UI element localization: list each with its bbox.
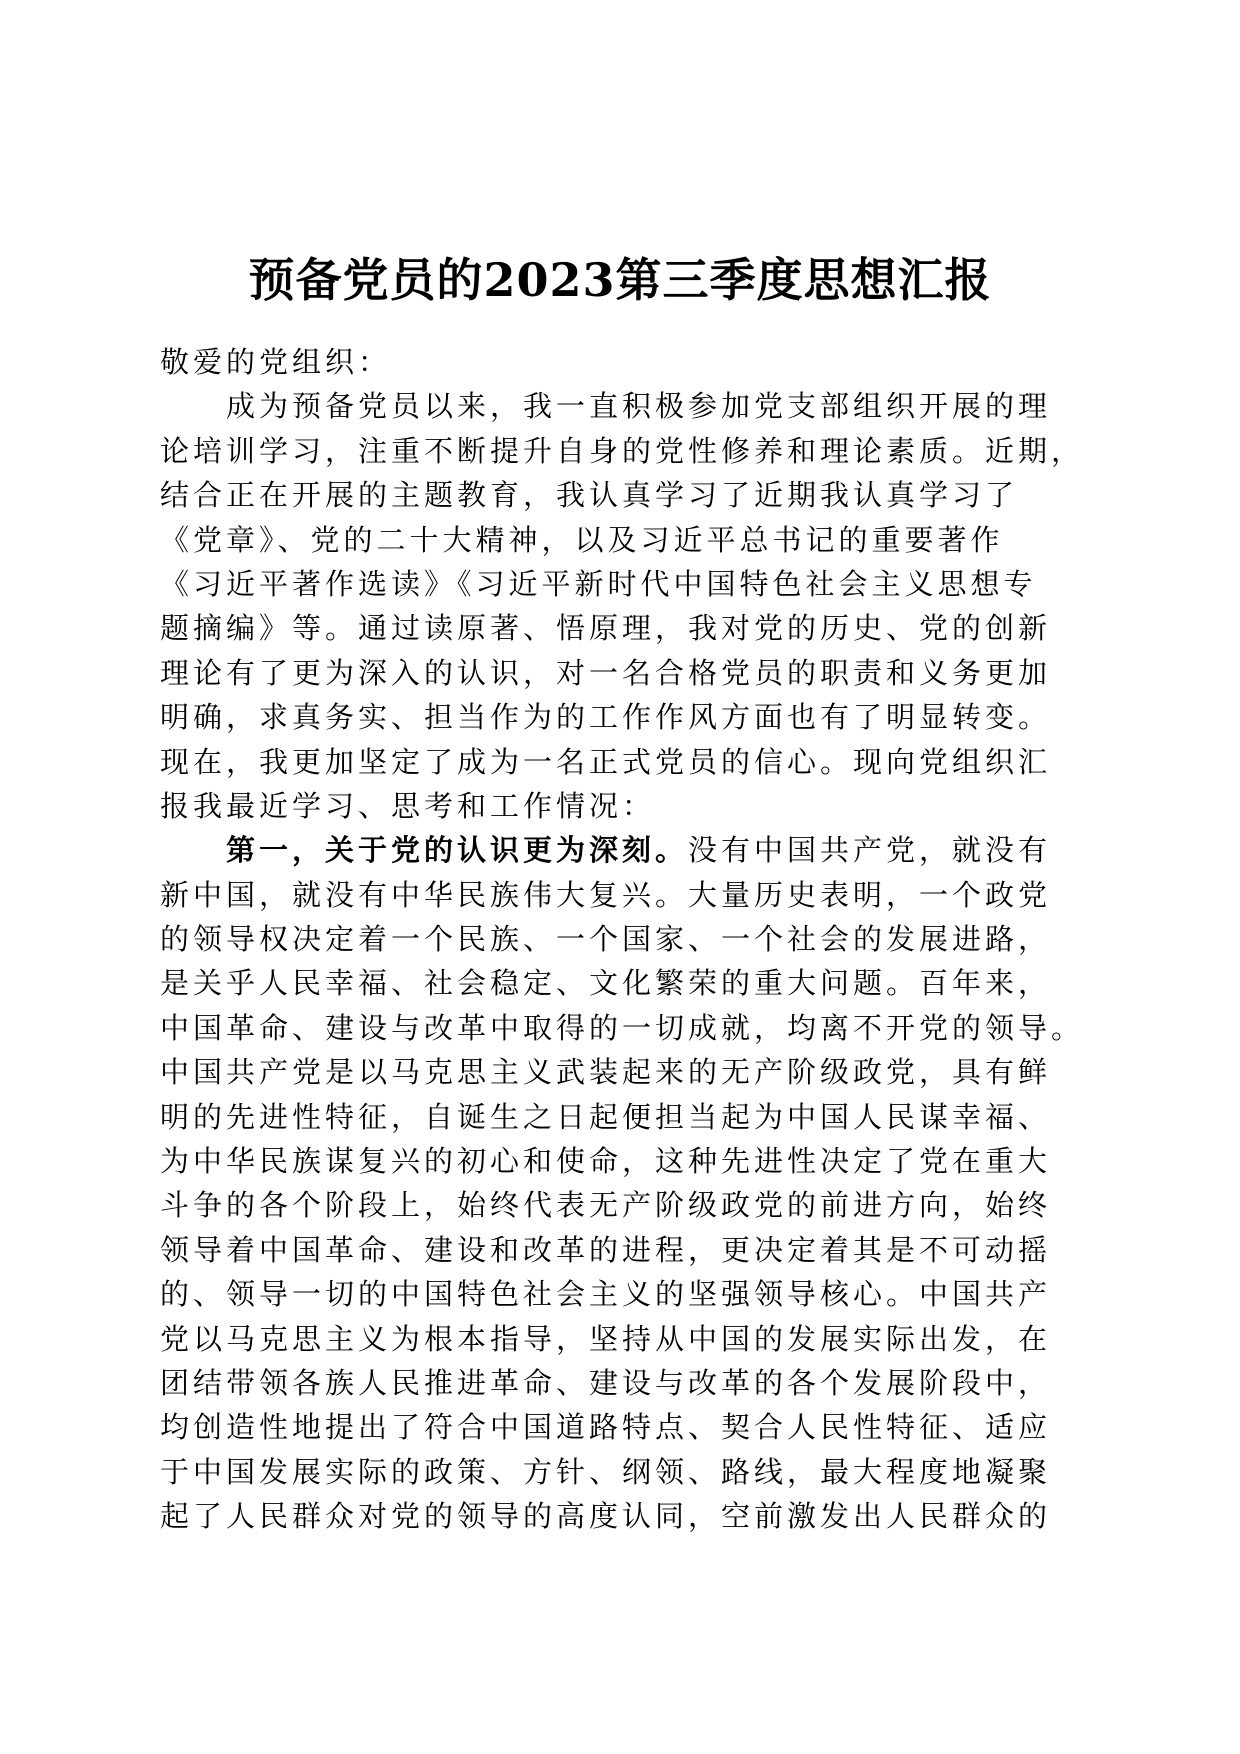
- paragraph-line: 起了人民群众对党的领导的高度认同，空前激发出人民群众的: [160, 1499, 1052, 1534]
- paragraph-line: 于中国发展实际的政策、方针、纲领、路线，最大程度地凝聚: [160, 1454, 1052, 1489]
- paragraph-line: 的、领导一切的中国特色社会主义的坚强领导核心。中国共产: [160, 1277, 1052, 1312]
- salutation: 敬爱的党组织：: [160, 345, 392, 379]
- paragraph-line: 中国共产党是以马克思主义武装起来的无产阶级政党，具有鲜: [160, 1055, 1052, 1090]
- paragraph-line: 为中华民族谋复兴的初心和使命，这种先进性决定了党在重大: [160, 1144, 1052, 1179]
- section-one: [160, 828, 1085, 1538]
- paragraph-line: 是关乎人民幸福、社会稳定、文化繁荣的重大问题。百年来，: [160, 966, 1052, 1001]
- paragraph-line: 论培训学习，注重不断提升自身的党性修养和理论素质。近期，: [160, 433, 1085, 468]
- paragraph-line: 结合正在开展的主题教育，我认真学习了近期我认真学习了: [160, 478, 1019, 513]
- document-title: 预备党员的2023第三季度思想汇报: [248, 253, 992, 307]
- paragraph-line: 中国革命、建设与改革中取得的一切成就，均离不开党的领导。: [160, 1010, 1085, 1045]
- paragraph-line: 党以马克思主义为根本指导，坚持从中国的发展实际出发，在: [160, 1321, 1052, 1356]
- paragraph-line: 领导着中国革命、建设和改革的进程，更决定着其是不可动摇: [160, 1232, 1052, 1267]
- section-one-heading: 第一，关于党的认识更为深刻。: [226, 833, 689, 868]
- paragraph-line: 的领导权决定着一个民族、一个国家、一个社会的发展进路，: [160, 922, 1052, 957]
- paragraph-line: 团结带领各族人民推进革命、建设与改革的各个发展阶段中，: [160, 1365, 1052, 1400]
- section-one-first-line: [160, 828, 1080, 872]
- paragraph-line: 明确，求真务实、担当作为的工作作风方面也有了明显转变。: [160, 700, 1052, 735]
- paragraph-line: 均创造性地提出了符合中国道路特点、契合人民性特征、适应: [160, 1410, 1052, 1445]
- paragraph-line: 理论有了更为深入的认识，对一名合格党员的职责和义务更加: [160, 655, 1052, 690]
- paragraph-line: 成为预备党员以来，我一直积极参加党支部组织开展的理: [226, 389, 1052, 424]
- paragraph-line: 报我最近学习、思考和工作情况：: [160, 788, 656, 823]
- paragraph-line: 《习近平著作选读》《习近平新时代中国特色社会主义思想专: [160, 566, 1037, 601]
- paragraph-line: 斗争的各个阶段上，始终代表无产阶级政党的前进方向，始终: [160, 1188, 1052, 1223]
- document-body: [160, 340, 1085, 1539]
- paragraph-intro: [160, 384, 1085, 828]
- paragraph-line: 现在，我更加坚定了成为一名正式党员的信心。现向党组织汇: [160, 744, 1052, 779]
- paragraph-line: 明的先进性特征，自诞生之日起便担当起为中国人民谋幸福、: [160, 1099, 1052, 1134]
- section-one-first-line-text: 没有中国共产党，就没有: [688, 833, 1052, 868]
- paragraph-line: 题摘编》等。通过读原著、悟原理，我对党的历史、党的创新: [160, 611, 1052, 646]
- paragraph-line: 《党章》、党的二十大精神，以及习近平总书记的重要著作: [160, 522, 1004, 557]
- paragraph-line: 新中国，就没有中华民族伟大复兴。大量历史表明，一个政党: [160, 877, 1052, 912]
